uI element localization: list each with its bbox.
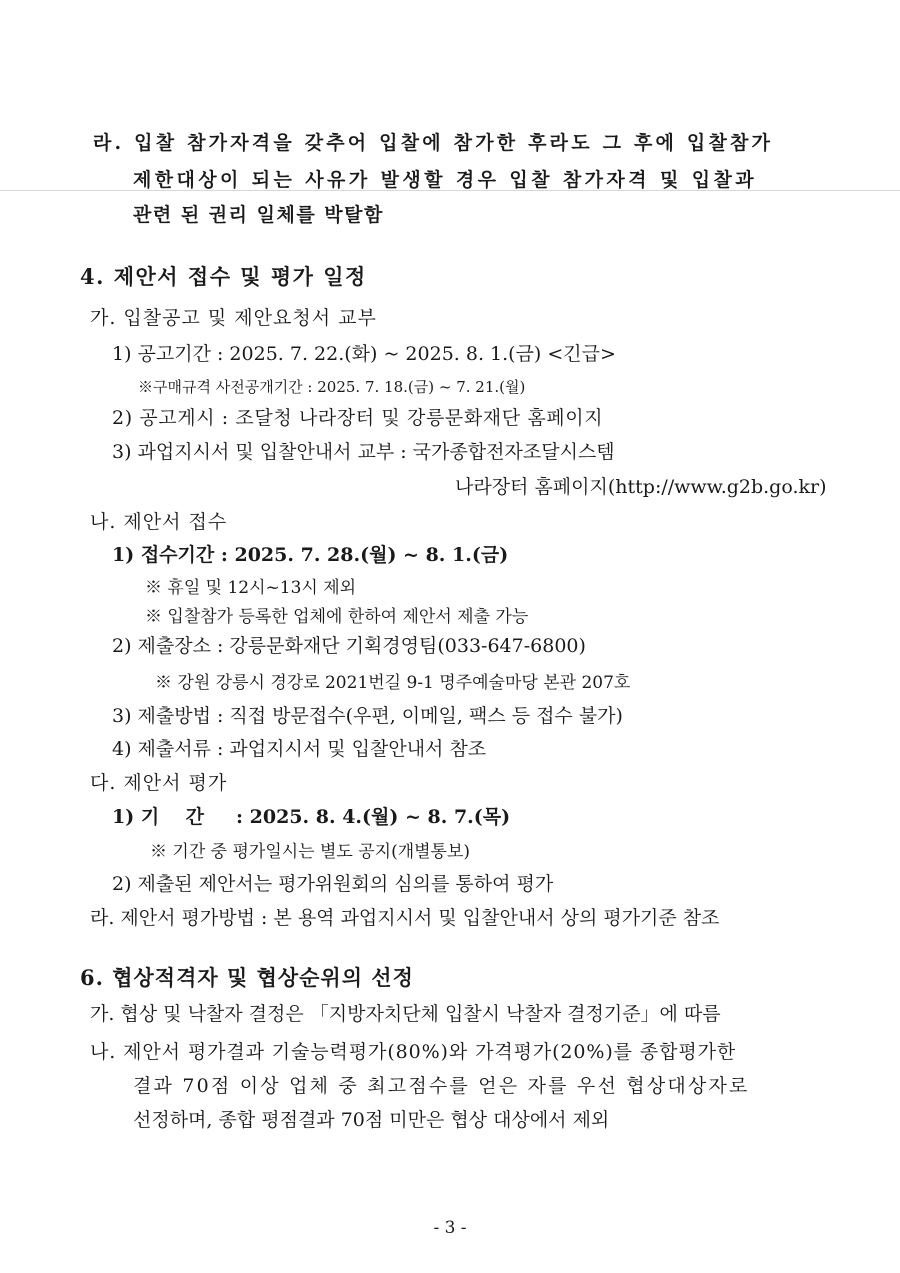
s4-da-heading: 다. 제안서 평가 — [90, 772, 228, 794]
s4-na-heading: 나. 제안서 접수 — [90, 511, 228, 533]
ra-top-line-3: 관련 된 권리 일체를 박탈함 — [133, 204, 384, 226]
s4-ga-item-1: 1) 공고기간 : 2025. 7. 22.(화) ~ 2025. 8. 1.(금) <긴급> — [112, 343, 616, 365]
s4-na-item-4: 4) 제출서류 : 과업지시서 및 입찰안내서 참조 — [112, 738, 487, 760]
s4-na-item-3: 3) 제출방법 : 직접 방문접수(우편, 이메일, 팩스 등 접수 불가) — [112, 705, 623, 727]
s4-da-item-1-value: : 2025. 8. 4.(월) ~ 8. 7.(목) — [236, 806, 511, 828]
s6-na-line-3: 선정하며, 종합 평점결과 70점 미만은 협상 대상에서 제외 — [133, 1109, 610, 1131]
s6-na-line-1: 나. 제안서 평가결과 기술능력평가(80%)와 가격평가(20%)를 종합평가한 — [90, 1041, 737, 1063]
s4-da-item-2: 2) 제출된 제안서는 평가위원회의 심의를 통하여 평가 — [112, 873, 554, 895]
s6-na-line-2: 결과 70점 이상 업체 중 최고점수를 얻은 자를 우선 협상대상자로 — [133, 1075, 750, 1097]
s4-ga-item-1-note: ※구매규격 사전공개기간 : 2025. 7. 18.(금) ~ 7. 21.(월) — [138, 378, 526, 396]
s4-ra: 라. 제안서 평가방법 : 본 용역 과업지시서 및 입찰안내서 상의 평가기준 참조 — [90, 907, 720, 929]
s4-da-item-1-note: ※ 기간 중 평가일시는 별도 공지(개별통보) — [150, 842, 471, 862]
s4-na-item-1: 1) 접수기간 : 2025. 7. 28.(월) ~ 8. 1.(금) — [112, 544, 509, 566]
s4-na-item-2: 2) 제출장소 : 강릉문화재단 기획경영팀(033-647-6800) — [112, 635, 586, 657]
s4-na-item-1-note-2: ※ 입찰참가 등록한 업체에 한하여 제안서 제출 가능 — [145, 607, 529, 627]
page-number: - 3 - — [433, 1218, 467, 1238]
section-6-title: 6. 협상적격자 및 협상순위의 선정 — [80, 965, 414, 990]
section-4-title: 4. 제안서 접수 및 평가 일정 — [80, 264, 367, 289]
ra-top-line-1: 라. 입찰 참가자격을 갖추어 입찰에 참가한 후라도 그 후에 입찰참가 — [93, 132, 774, 154]
s4-da-item-1-label: 1) 기 간 — [112, 806, 204, 828]
s4-ga-item-3-cont: 나라장터 홈페이지(http://www.g2b.go.kr) — [455, 476, 827, 498]
s4-na-item-2-note: ※ 강원 강릉시 경강로 2021번길 9-1 명주예술마당 본관 207호 — [155, 673, 631, 693]
s4-na-item-1-note-1: ※ 휴일 및 12시~13시 제외 — [145, 578, 357, 598]
s4-ga-item-2: 2) 공고게시 : 조달청 나라장터 및 강릉문화재단 홈페이지 — [112, 407, 604, 429]
ra-top-line-2: 제한대상이 되는 사유가 발생할 경우 입찰 참가자격 및 입찰과 — [133, 169, 757, 191]
s4-ga-item-3: 3) 과업지시서 및 입찰안내서 교부 : 국가종합전자조달시스템 — [112, 441, 615, 463]
s4-ga-heading: 가. 입찰공고 및 제안요청서 교부 — [90, 307, 377, 329]
s6-ga: 가. 협상 및 낙찰자 결정은 「지방자치단체 입찰시 낙찰자 결정기준」에 따름 — [90, 1003, 721, 1025]
